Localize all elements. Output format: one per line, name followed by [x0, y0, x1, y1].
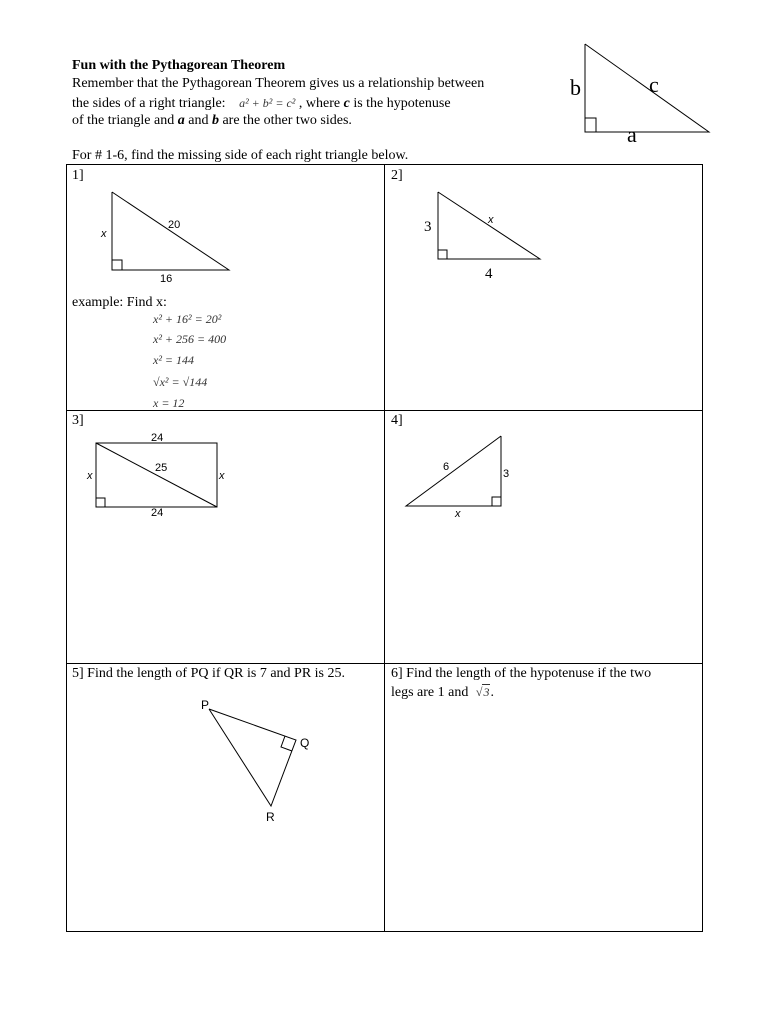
- intro-line-3-end: are the other two sides.: [218, 113, 352, 128]
- ref-label-a: a: [627, 122, 637, 147]
- intro-line-3-and: and: [184, 113, 212, 128]
- problem-5-text: 5] Find the length of PQ if QR is 7 and PR is 25.: [72, 666, 346, 681]
- p2-label-left: 3: [424, 219, 432, 235]
- problem-3-rectangle: [84, 430, 244, 522]
- problem-1-triangle: [95, 185, 240, 285]
- example-step-3: x² = 144: [153, 353, 195, 367]
- problem-5-triangle: [195, 695, 325, 830]
- p1-label-x: x: [101, 228, 107, 240]
- example-step-1: x² + 16² = 20²: [153, 312, 222, 326]
- problem-6-cell: [384, 663, 703, 932]
- intro-line-2-post: is the hypotenuse: [349, 96, 451, 111]
- p6-end: .: [490, 685, 494, 700]
- p5-label-R: R: [266, 810, 275, 824]
- var-a: a: [177, 113, 185, 128]
- problem-4-number: 4]: [391, 413, 403, 428]
- reference-triangle-diagram: [560, 38, 720, 148]
- intro-line-3-a: of the triangle and: [72, 113, 178, 128]
- p4-label-right: 3: [503, 468, 510, 480]
- problem-1-number: 1]: [72, 168, 84, 183]
- problem-2-number: 2]: [391, 168, 403, 183]
- var-b: b: [211, 113, 219, 128]
- p3-label-diag: 25: [155, 462, 168, 474]
- var-c: c: [343, 96, 350, 111]
- example-step-2: x² + 256 = 400: [153, 332, 227, 346]
- problem-3-number: 3]: [72, 413, 84, 428]
- p4-label-hyp: 6: [443, 461, 450, 473]
- ref-label-c: c: [649, 72, 659, 97]
- example-step-5: x = 12: [153, 396, 185, 410]
- intro-line-2-start: the sides of a right triangle:: [72, 96, 226, 111]
- intro-line-1: Remember that the Pythagorean Theorem gives us a relationship between: [72, 76, 485, 91]
- p6-radical-value: 3: [483, 685, 490, 699]
- instructions: For # 1-6, find the missing side of each right triangle below.: [72, 148, 409, 163]
- p6-radical: √3: [475, 685, 490, 699]
- example-step-4: √x² = √144: [153, 375, 208, 389]
- p2-label-hyp: x: [488, 214, 494, 226]
- p3-label-top: 24: [151, 432, 164, 444]
- p4-label-base: x: [455, 508, 461, 520]
- problem-6-line-1: 6] Find the length of the hypotenuse if the two: [391, 666, 652, 681]
- p3-label-left: x: [87, 470, 93, 482]
- formula: a² + b² = c²: [239, 96, 296, 110]
- p3-label-bottom: 24: [151, 507, 164, 519]
- p1-label-base: 16: [160, 273, 173, 285]
- p5-label-Q: Q: [300, 736, 310, 750]
- p5-label-P: P: [201, 698, 210, 712]
- ref-label-b: b: [570, 75, 581, 100]
- problem-4-triangle: [400, 430, 520, 522]
- p2-label-base: 4: [485, 266, 493, 282]
- p1-label-hyp: 20: [168, 219, 181, 231]
- page-title: Fun with the Pythagorean Theorem: [72, 58, 286, 73]
- example-label: example: Find x:: [72, 295, 167, 310]
- intro-line-3: [72, 112, 352, 130]
- p3-label-right: x: [219, 470, 225, 482]
- intro-line-2: [72, 94, 451, 113]
- intro-line-2-pre: , where: [298, 96, 344, 111]
- p6-legs-text: legs are 1 and: [391, 685, 469, 700]
- problem-6-line-2: [391, 683, 494, 702]
- problem-2-triangle: [418, 186, 548, 282]
